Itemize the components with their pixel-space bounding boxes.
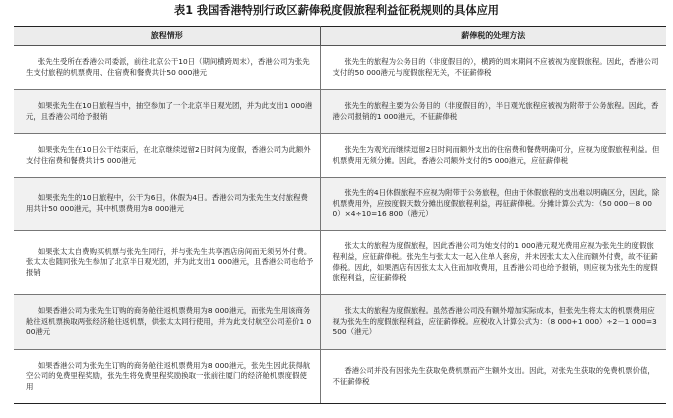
tax-rules-table bbox=[14, 26, 666, 404]
treatment-cell bbox=[320, 90, 666, 134]
table-row bbox=[14, 46, 666, 90]
treatment-cell bbox=[320, 350, 666, 404]
header-scenario: 旅程情形 bbox=[14, 27, 320, 46]
treatment-cell bbox=[320, 231, 666, 295]
scenario-text: 张先生受所在香港公司委派，前往北京公干10日（期间横跨周末），香港公司为张先生支付旅程的机票费用、住宿费和餐费共计50 000港元 bbox=[26, 56, 310, 77]
table-row bbox=[14, 295, 666, 350]
treatment-text: 张太太的旅程为度假旅程，因此香港公司为她支付的1 000港元观光费用应视为张先生的度假旅程利益，应征薪俸税。张先生与张太太一起入住单人套房，并未因张太太入住而额外付费，故不征薪俸税。因此，如果酒店有因张太太入住而加收费用，且香港公司也给予报销，则应视为张先生的度假旅程利益，应征薪俸税 bbox=[332, 241, 658, 283]
scenario-cell bbox=[14, 134, 320, 178]
treatment-text: 张先生的旅程主要为公务目的（非度假目的），半日观光旅程应被视为附带于公务旅程。因此，香港公司报销的1 000港元，不征薪俸税 bbox=[332, 100, 659, 121]
scenario-text: 如果张先生在10日旅程当中，抽空参加了一个北京半日观光团，并为此支出1 000港元，且香港公司给予报销 bbox=[26, 100, 313, 121]
scenario-text: 如果张先生在10日公干结束后，在北京继续逗留2日时间为度假，香港公司为此额外支付住宿费和餐费共计5 000港元 bbox=[26, 144, 311, 165]
scenario-cell bbox=[14, 178, 320, 231]
table-row bbox=[14, 90, 666, 134]
treatment-text: 张太太的旅程为度假旅程。虽然香港公司没有额外增加实际成本，但张先生将太太的机票费用应视为张先生的度假旅程利益，应征薪俸税。应税收入计算公式为：（8 000+1 000）÷2－1 000=3 500（港元） bbox=[332, 306, 657, 337]
table-row bbox=[14, 178, 666, 231]
scenario-text: 如果香港公司为张先生订购的商务舱往返机票费用为8 000港元，张先生因此获得航空公司的免费里程奖励，张先生将免费里程奖励换取一张前往厦门的经济舱机票度假使用 bbox=[26, 360, 311, 391]
treatment-text: 张先生的4日休假旅程不应视为附带于公务旅程，但由于休假旅程的支出难以明确区分，因此，除机票费用外，应按度假天数分摊出度假旅程利益，再征薪俸税。分摊计算公式为：（50 000－8 000）×4÷10=16 800（港元） bbox=[332, 188, 660, 219]
scenario-text: 如果张先生的10日旅程中，公干为6日，休假为4日。香港公司为张先生支付旅程费用共计50 000港元，其中机票费用为8 000港元 bbox=[26, 193, 308, 213]
table-row bbox=[14, 231, 666, 295]
table-row bbox=[14, 134, 666, 178]
treatment-cell bbox=[320, 46, 666, 90]
scenario-cell bbox=[14, 295, 320, 350]
scenario-cell bbox=[14, 350, 320, 404]
treatment-cell bbox=[320, 178, 666, 231]
scenario-cell bbox=[14, 231, 320, 295]
treatment-text: 张先生的旅程为公务目的（非度假目的），横跨的周末期间不应被视为度假旅程。因此，香港公司支付的50 000港元与度假旅程无关，不征薪俸税 bbox=[332, 56, 659, 77]
table-header-row bbox=[14, 27, 666, 46]
table-row bbox=[14, 350, 666, 404]
treatment-text: 张先生为观光而继续逗留2日时间而额外支出的住宿费和餐费明确可分，应视为度假旅程利益。但机票费用无须分摊。因此，香港公司额外支付的5 000港元，应征薪俸税 bbox=[332, 144, 660, 165]
treatment-cell bbox=[320, 134, 666, 178]
treatment-text: 香港公司并没有因张先生获取免费机票而产生额外支出。因此，对张先生获取的免费机票价值，不征薪俸税 bbox=[332, 365, 655, 386]
header-treatment: 薪俸税的处理方法 bbox=[320, 27, 666, 46]
treatment-cell bbox=[320, 295, 666, 350]
scenario-cell bbox=[14, 46, 320, 90]
scenario-cell bbox=[14, 90, 320, 134]
table-title: 表1 我国香港特别行政区薪俸税度假旅程利益征税规则的具体应用 bbox=[174, 4, 499, 17]
scenario-text: 如果香港公司为张先生订购的商务舱往返机票费用为8 000港元，而张先生用该商务舱往返机票换取两张经济舱往返机票，供张太太同行使用，并为此支付航空公司差价1 000港元 bbox=[26, 306, 312, 337]
scenario-text: 如果张太太自费购买机票与张先生同行，并与张先生共享酒店房间而无须另外付费。张太太也随同张先生参加了北京半日观光团，并为此支出1 000港元，且香港公司也给予报销 bbox=[26, 246, 314, 277]
